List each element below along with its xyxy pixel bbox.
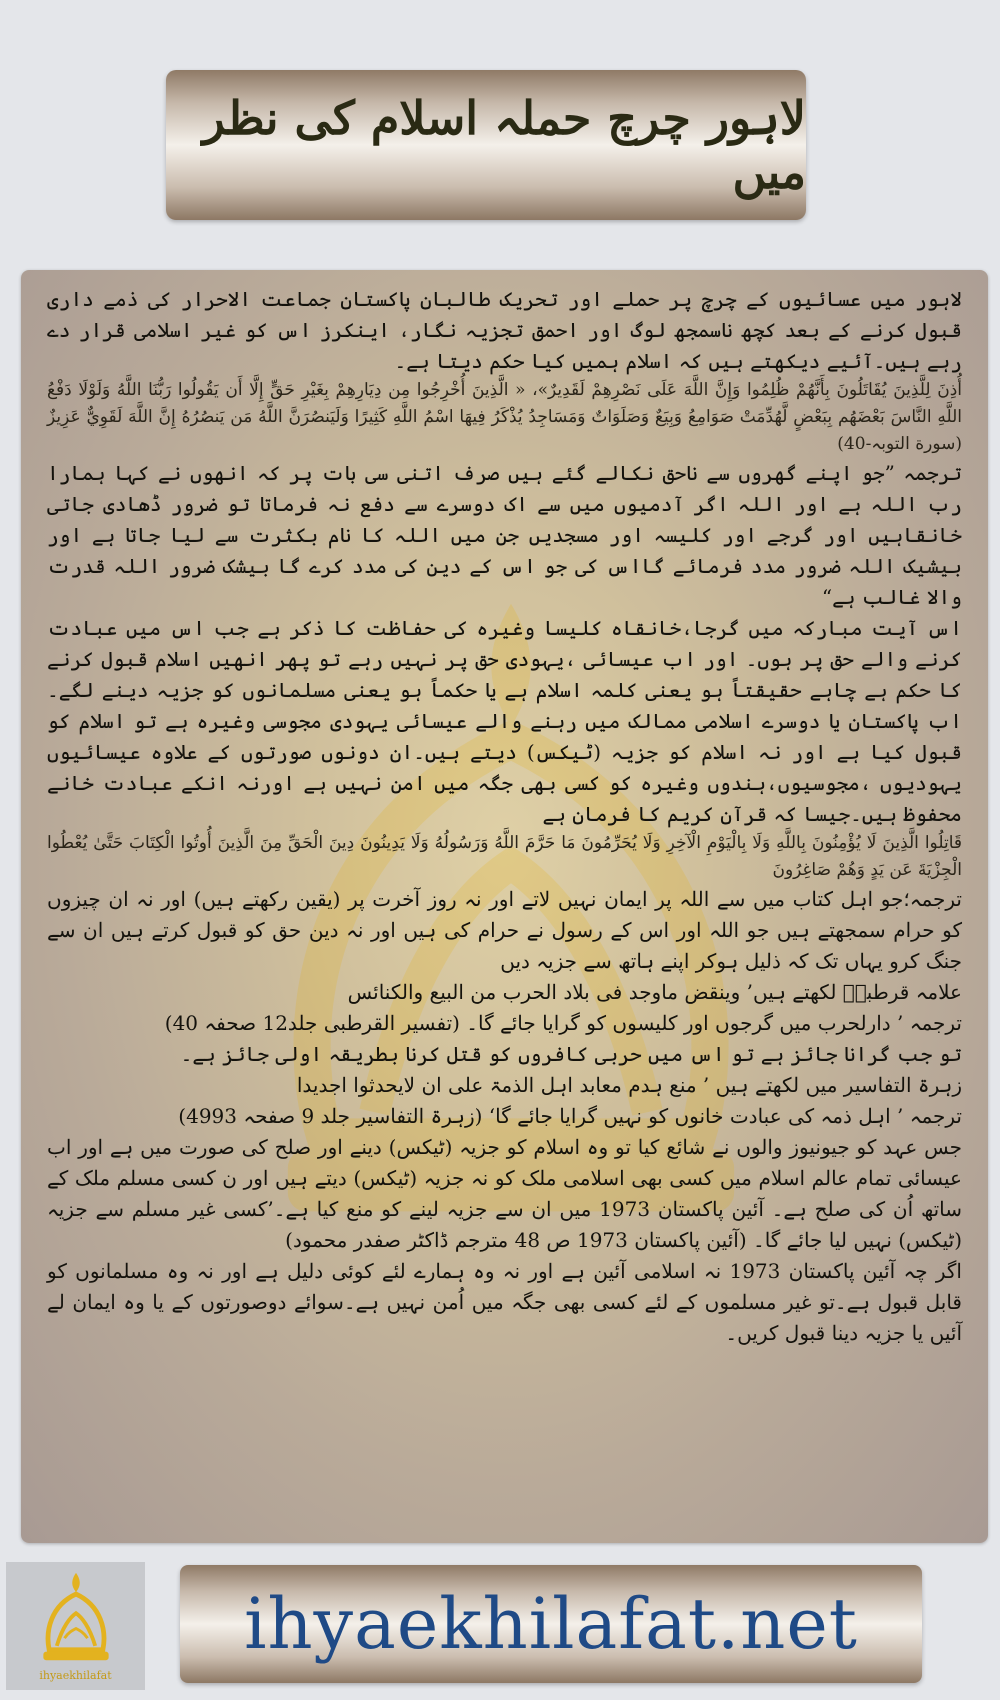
article-body [21, 270, 988, 1359]
quran-verse-hajj: أُذِنَ لِلَّذِينَ يُقَاتَلُونَ بِأَنَّهُمْ ظُلِمُوا وَإِنَّ اللَّهَ عَلَى نَصْرِهِمْ لَقَدِيرٌ»، « الَّذِينَ أُخْرِجُوا مِن دِيَارِهِمْ بِغَيْرِ حَقٍّ إِلَّا أَن يَقُولُوا رَبُّنَا اللَّهُ وَلَوْلَا دَفْعُ اللَّهِ النَّاسَ بَعْضَهُم بِبَعْضٍ لَّهُدِّمَتْ صَوَامِعُ وَبِيَعٌ وَصَلَوَاتٌ وَمَسَاجِدُ يُذْكَرُ فِيهَا اسْمُ اللَّهِ كَثِيرًا وَلَيَنصُرَنَّ اللَّهُ مَن يَنصُرُهُ إِنَّ اللَّهَ لَقَوِيٌّ عَزِيزٌ (سورة التوبہ-40) [47, 380, 962, 454]
zahra-translation: ترجمہ ’ اہل ذمہ کی عبادت خانوں کو نہیں گرایا جائے گا‘ (زہرۃ التفاسیر جلد 9 صفحہ 4993) [178, 1104, 962, 1128]
translation-hajj: ترجمہ ”جو اپنے گھروں سے ناحق نکالے گئے ہیں صرف اتنی سی بات پر کہ انھوں نے کہا ہمارا رب اللہ ہے اور اللہ اگر آدمیوں میں سے اک دوسرے سے دفع نہ فرماتا تو ضرور ڈھادی جاتی خانقاہیں اور گرجے اور کلیسہ اور مسجدیں جن میں اللہ کا نام بکثرت سے لیا جاتا ہے اور بیشیک اللہ ضرور مدد فرمائے گااس کی جو اس کے دین کی مدد کرے گا بیشک ضرور اللہ قدرت والا غالب ہے“ [47, 461, 962, 609]
website-url[interactable]: ihyaekhilafat.net [244, 1583, 858, 1665]
qurtubi-conclusion: تو جب گرانا جائز ہے تو اس میں حربی کافروں کو قتل کرنا بطریقہ اولی جائز ہے۔ [180, 1042, 962, 1066]
paragraph-conclusion: اگر چہ آئین پاکستان 1973 نہ اسلامی آئین ہے اور نہ وہ ہمارے لئے کوئی دلیل ہے اور نہ وہ مسلمانوں کو قابل قبول ہے۔تو غیر مسلموں کے لئے کسی بھی جگہ میں اُمن نہیں ہے۔سوائے دوصورتوں کے یا وہ ایمان لے آئیں یا جزیہ دینا قبول کریں۔ [47, 1259, 962, 1345]
qurtubi-translation: ترجمہ ’ دارلحرب میں گرجوں اور کلیسوں کو گرایا جائے گا۔ (تفسیر القرطبی جلد12 صحفہ 40) [164, 1011, 962, 1035]
zahra-quote: زہرۃ التفاسیر میں لکھتے ہیں ’ منع ہدم معابد اہل الذمۃ علی ان لایحدثوا اجدیدا [296, 1073, 962, 1097]
paragraph-explanation: اس آیت مبارکہ میں گرجا،خانقاہ کلیسا وغیرہ کی حفاظت کا ذکر ہے جب اس میں عبادت کرنے والے حق پر ہوں۔ اور اب عیسائی ،یہودی حق پر نہیں رہے تو پھر انھیں اسلام قبول کرنے کا حکم ہے چاہے حقیقتاً ہو یعنی کلمہ اسلام ہے یا حکماً ہو یعنی مسلمانوں کو جزیہ دینے لگے۔اب پاکستان یا دوسرے اسلامی ممالک میں رہنے والے عیسائی یہودی مجوسی وغیرہ ہے تو اسلام کو قبول کیا ہے اور نہ اسلام کو جزیہ (ٹیکس) دیتے ہیں۔ان دونوں صورتوں کے علاوہ عیسائیوں یہودیوں ،مجوسیوں،ہندوں وغیرہ کو کسی بھی جگہ میں امن نہیں ہے اورنہ انکے عبادت خانے محفوظ ہیں۔جیسا کہ قرآن کریم کا فرمان ہے [47, 616, 962, 826]
page-title: لاہور چرچ حملہ اسلام کی نظر میں [202, 91, 806, 199]
paragraph-intro: لاہور میں عسائیوں کے چرچ پر حملے اور تحریک طالبان پاکستان جماعت الاحرار کی ذمے داری قبول کرنے کے بعد کچھ ناسمجھ لوگ اور احمق تجزیہ نگار، اینکرز اس کو غیر اسلامی قرار دے رہے ہیں۔آئیے دیکھتے ہیں کہ اسلام ہمیں کیا حکم دیتا ہے۔ [47, 287, 962, 373]
article-panel [21, 270, 988, 1543]
lantern-logo-icon [28, 1571, 124, 1667]
paragraph-constitution: جس عہد کو جیونیوز والوں نے شائع کیا تو وہ اسلام کو جزیہ (ٹیکس) دینے اور صلح کی صورت میں ہے اور اب عیسائی تمام عالم اسلام میں کسی بھی اسلامی ملک کو نہ جزیہ (ٹیکس) دیتے ہیں اور ن کسی مسلم ملک کے ساتھ اُن کی صلح ہے۔ آئین پاکستان 1973 میں ان سے جزیہ لینے کو منع کیا ہے۔’کسی غیر مسلم سے جزیہ (ٹیکس) نہیں لیا جائے گا۔ (آئین پاکستان 1973 ص 48 مترجم ڈاکٹر صفدر محمود) [47, 1135, 963, 1252]
url-banner [180, 1565, 922, 1683]
title-banner [166, 70, 806, 220]
logo-caption: ihyaekhilafat [39, 1668, 112, 1682]
translation-tawbah: ترجمہ؛جو اہل کتاب میں سے اللہ پر ایمان نہیں لاتے اور نہ روز آخرت پر (یقین رکھتے ہیں) اور نہ ان چیزوں کو حرام سمجھتے ہیں جو اللہ اور اس کے رسول نے حرام کی ہیں اور نہ دین حق کو قبول کرتے ہیں ان سے جنگ کرو یہاں تک کہ ذلیل ہوکر اپنے ہاتھ سے جزیہ دیں [47, 887, 962, 973]
qurtubi-quote: علامہ قرطبیؒ لکھتے ہیں’ وینقض ماوجد فی بلاد الحرب من البیع والکنائس [347, 980, 962, 1004]
quran-verse-tawbah: قَاتِلُوا الَّذِينَ لَا يُؤْمِنُونَ بِاللَّهِ وَلَا بِالْيَوْمِ الْآخِرِ وَلَا يُحَرِّمُونَ مَا حَرَّمَ اللَّهُ وَرَسُولُهُ وَلَا يَدِينُونَ دِينَ الْحَقِّ مِنَ الَّذِينَ أُوتُوا الْكِتَابَ حَتَّىٰ يُعْطُوا الْجِزْيَةَ عَن يَدٍ وَهُمْ صَاغِرُونَ [47, 833, 962, 880]
footer-logo [6, 1562, 145, 1690]
